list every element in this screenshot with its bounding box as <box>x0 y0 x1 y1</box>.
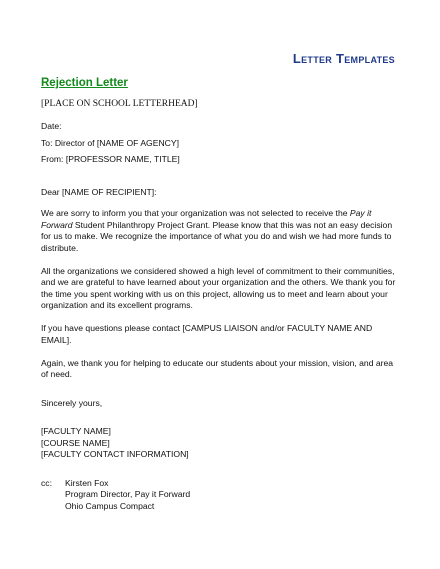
signature-contact: [FACULTY CONTACT INFORMATION] <box>41 449 189 459</box>
cc-label: cc: <box>41 477 52 488</box>
from-line: From: [PROFESSOR NAME, TITLE] <box>41 154 180 164</box>
salutation: Dear [NAME OF RECIPIENT]: <box>41 186 157 197</box>
letter-title: Rejection Letter <box>41 77 128 89</box>
letterhead-placeholder: [PLACE ON SCHOOL LETTERHEAD] <box>41 99 198 109</box>
signature-name: [FACULTY NAME] <box>41 426 111 436</box>
signature-course: [COURSE NAME] <box>41 437 110 448</box>
paragraph-3: If you have questions please contact [CAMPUS LIAISON and/or FACULTY NAME AND EMAIL]. <box>41 323 373 345</box>
program-name: Pay it Forward <box>41 208 372 230</box>
paragraph-1-part2: Student Philanthropy Project Grant. Please know that this was not an easy decision for us to make. We recognize the importance of what you do and wish we had more funds to distribute. <box>41 219 393 253</box>
letter-body <box>41 121 401 512</box>
cc-line-1: Kirsten Fox <box>65 477 109 488</box>
paragraph-4: Again, we thank you for helping to educate our students about your mission, vision, and area of need. <box>41 357 394 379</box>
paragraph-1 <box>41 208 401 254</box>
brand-heading: Letter Templates <box>292 51 395 66</box>
cc-recipient <box>65 478 190 513</box>
paragraph-1-part1: We are sorry to inform you that your organization was not selected to receive the <box>41 208 350 218</box>
cc-line-3: Ohio Campus Compact <box>65 500 155 511</box>
to-line: To: Director of [NAME OF AGENCY] <box>41 137 180 148</box>
paragraph-2: All the organizations we considered showed a high level of commitment to their communities, and we are grateful to have learned about your organization and the others. We thank you for the time you spent working with us on this project, allowing us to meet and learn about your organization and its excellent programs. <box>41 265 396 310</box>
cc-block <box>41 478 401 513</box>
date-label: Date: <box>41 121 62 131</box>
closing: Sincerely yours, <box>41 397 103 408</box>
cc-line-2: Program Director, Pay it Forward <box>65 489 191 499</box>
